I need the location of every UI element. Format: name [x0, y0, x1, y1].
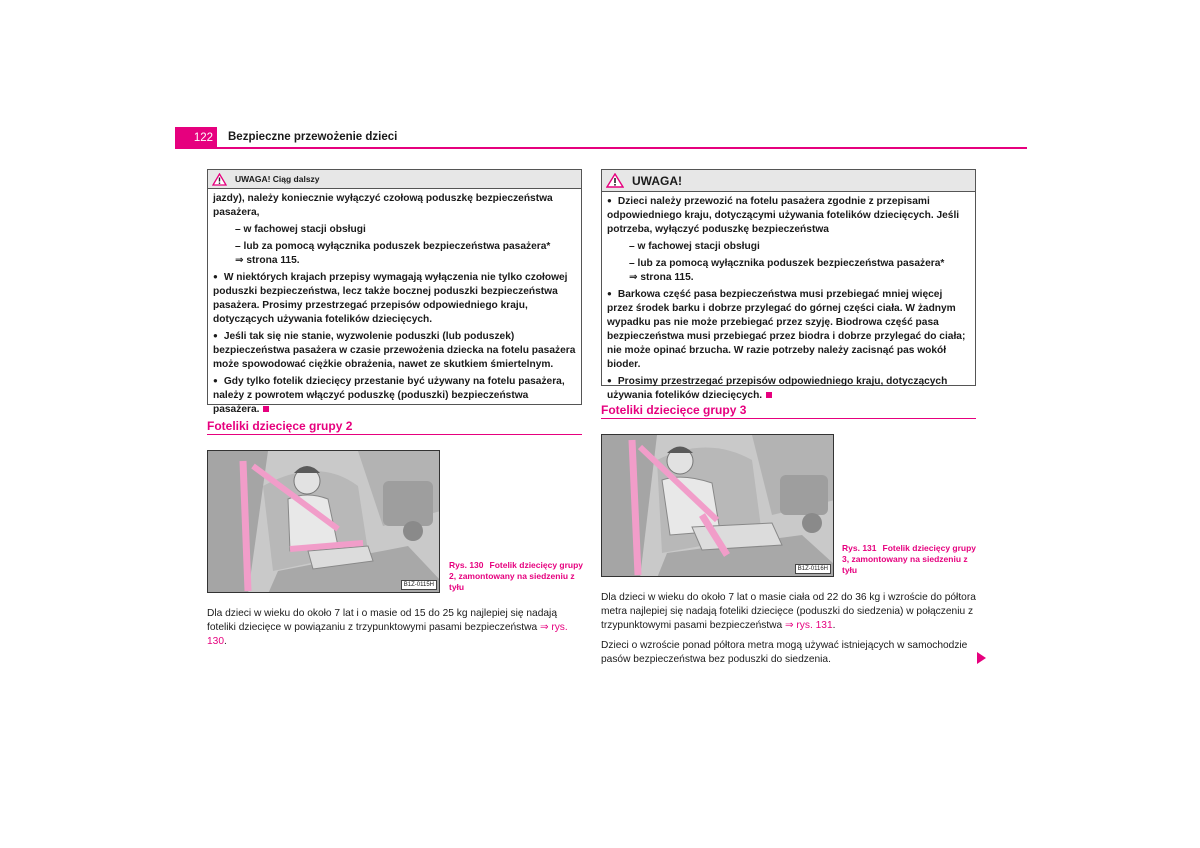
- right-warning-bullet2: [607, 288, 970, 372]
- figure-code-group2: B1Z-0115H: [401, 580, 437, 590]
- figure-group3-image: [601, 434, 834, 577]
- child-seat-illustration: [602, 435, 834, 577]
- section-heading-group3: Foteliki dziecięce grupy 3: [601, 403, 747, 417]
- page-number: 122: [175, 127, 217, 149]
- right-warning-dash2b: ⇒ strona 115.: [629, 272, 694, 283]
- warning-triangle-icon: [212, 173, 227, 186]
- section-rule-group3: [601, 418, 976, 419]
- body-text-group3-para1: Dla dzieci w wieku do około 7 lat o masie ciała od 22 do 36 kg i wzroście do półtora metra najlepiej się nadają foteliki dziecięce (poduszki do siedzenia) w połączeniu z trzypunktowymi pasami bezpieczeństwa: [601, 592, 976, 631]
- body-text-group2-end: .: [224, 636, 227, 647]
- body-text-group3-para2: Dzieci o wzroście ponad półtora metra mogą używać istniejących w samochodzie pasów bezpieczeństwa bez poduszki do siedzenia.: [601, 640, 968, 665]
- body-text-group3-para1-end: .: [832, 620, 836, 631]
- section-rule-group2: [207, 434, 582, 435]
- left-warning-dash2a: – lub za pomocą wyłącznika poduszek bezpieczeństwa pasażera*: [235, 241, 551, 252]
- right-warning-header: [602, 170, 975, 192]
- warning-triangle-icon: [606, 173, 624, 188]
- left-warning-bullet3: [213, 375, 576, 417]
- header-rule: [175, 147, 1027, 149]
- right-warning-bullet1: [607, 195, 970, 237]
- end-square-icon: [766, 392, 772, 398]
- left-warning-dash2b: ⇒ strona 115.: [235, 255, 300, 266]
- caption-text-group2: Fotelik dziecięcy grupy 2, zamontowany na siedzeniu z tyłu: [449, 560, 584, 592]
- continue-arrow-icon: [977, 652, 986, 664]
- page-header-title: Bezpieczne przewożenie dzieci: [228, 131, 398, 143]
- right-warning-body: [602, 192, 975, 403]
- right-warning-dash2a: – lub za pomocą wyłącznika poduszek bezpieczeństwa pasażera*: [629, 258, 945, 269]
- caption-number-group3: Rys. 131: [842, 543, 877, 553]
- figure-link-rys131[interactable]: ⇒ rys. 131: [785, 620, 833, 631]
- figure-group2-image: [207, 450, 440, 593]
- right-warning-box: [601, 169, 976, 401]
- left-warning-dash1: – w fachowej stacji obsługi: [235, 224, 366, 235]
- left-warning-body: [208, 189, 581, 417]
- figure-caption-group3: [842, 543, 977, 576]
- figure-caption-group2: [449, 560, 584, 593]
- right-warning-bullet3-text: Prosimy przestrzegać przepisów odpowiedniego kraju, dotyczących używania fotelików dziecięcych.: [607, 376, 948, 401]
- body-text-group2-main: Dla dzieci w wieku do około 7 lat i o masie od 15 do 25 kg najlepiej się nadają foteliki dziecięce w powiązaniu z trzypunktowymi pasami bezpieczeństwa: [207, 608, 557, 633]
- figure-code-group3: B1Z-0116H: [795, 564, 831, 574]
- right-warning-dash1: – w fachowej stacji obsługi: [629, 241, 760, 252]
- right-warning-bullet3: [607, 375, 970, 403]
- caption-text-group3: Fotelik dziecięcy grupy 3, zamontowany na siedzeniu z tyłu: [842, 543, 977, 575]
- left-warning-title: UWAGA! Ciąg dalszy: [235, 174, 320, 184]
- left-warning-bullet1-text: W niektórych krajach przepisy wymagają wyłączenia nie tylko czołowej poduszki bezpieczeństwa, lecz także bocznej poduszki bezpieczeństwa pasażera. Prosimy przestrzegać przepisów odpowiedniego kraju, dotyczących używania fotelików dziecięcych.: [213, 272, 568, 325]
- left-warning-bullet2: [213, 330, 576, 372]
- right-warning-bullet2-text: Barkowa część pasa bezpieczeństwa musi przebiegać mniej więcej przez środek barku i dobrze przylegać do górnej części ciała. W żadnym wypadku pas nie może przebiegać przez szyję. Biodrowa część pasa bezpieczeństwa musi przebiegać przez biodra i dobrze przylegać do ciała; nie może opinać brzucha. W razie potrzeby należy zacisnąć pas wokół bioder.: [607, 289, 966, 370]
- left-warning-box: [207, 169, 582, 415]
- left-warning-bullet2-text: Jeśli tak się nie stanie, wyzwolenie poduszki (lub poduszek) bezpieczeństwa pasażera w czasie przewożenia dziecka na fotelu pasażera może spowodować ciężkie obrażenia, nawet ze skutkiem śmiertelnym.: [213, 331, 576, 370]
- section-heading-group2: Foteliki dziecięce grupy 2: [207, 419, 353, 433]
- left-warning-line1: jazdy), należy koniecznie wyłączyć czołową poduszkę bezpieczeństwa pasażera,: [213, 193, 553, 218]
- body-text-group3: [601, 591, 976, 673]
- body-text-group2: [207, 607, 582, 655]
- figure-link-rys130[interactable]: ⇒ rys. 130: [207, 622, 568, 647]
- right-warning-title: UWAGA!: [632, 173, 682, 188]
- caption-number-group2: Rys. 130: [449, 560, 484, 570]
- child-seat-illustration: [208, 451, 440, 593]
- left-warning-header: [208, 170, 581, 189]
- end-square-icon: [263, 406, 269, 412]
- left-warning-bullet3-text: Gdy tylko fotelik dziecięcy przestanie być używany na fotelu pasażera, należy z powrotem włączyć poduszkę (poduszki) bezpieczeństwa pasażera.: [213, 376, 565, 415]
- left-warning-bullet1: [213, 271, 576, 327]
- right-warning-bullet1-text: Dzieci należy przewozić na fotelu pasażera zgodnie z przepisami odpowiedniego kraju, dotyczącymi używania fotelików dziecięcych. Jeśli potrzeba, wyłączyć poduszkę bezpieczeństwa: [607, 196, 960, 235]
